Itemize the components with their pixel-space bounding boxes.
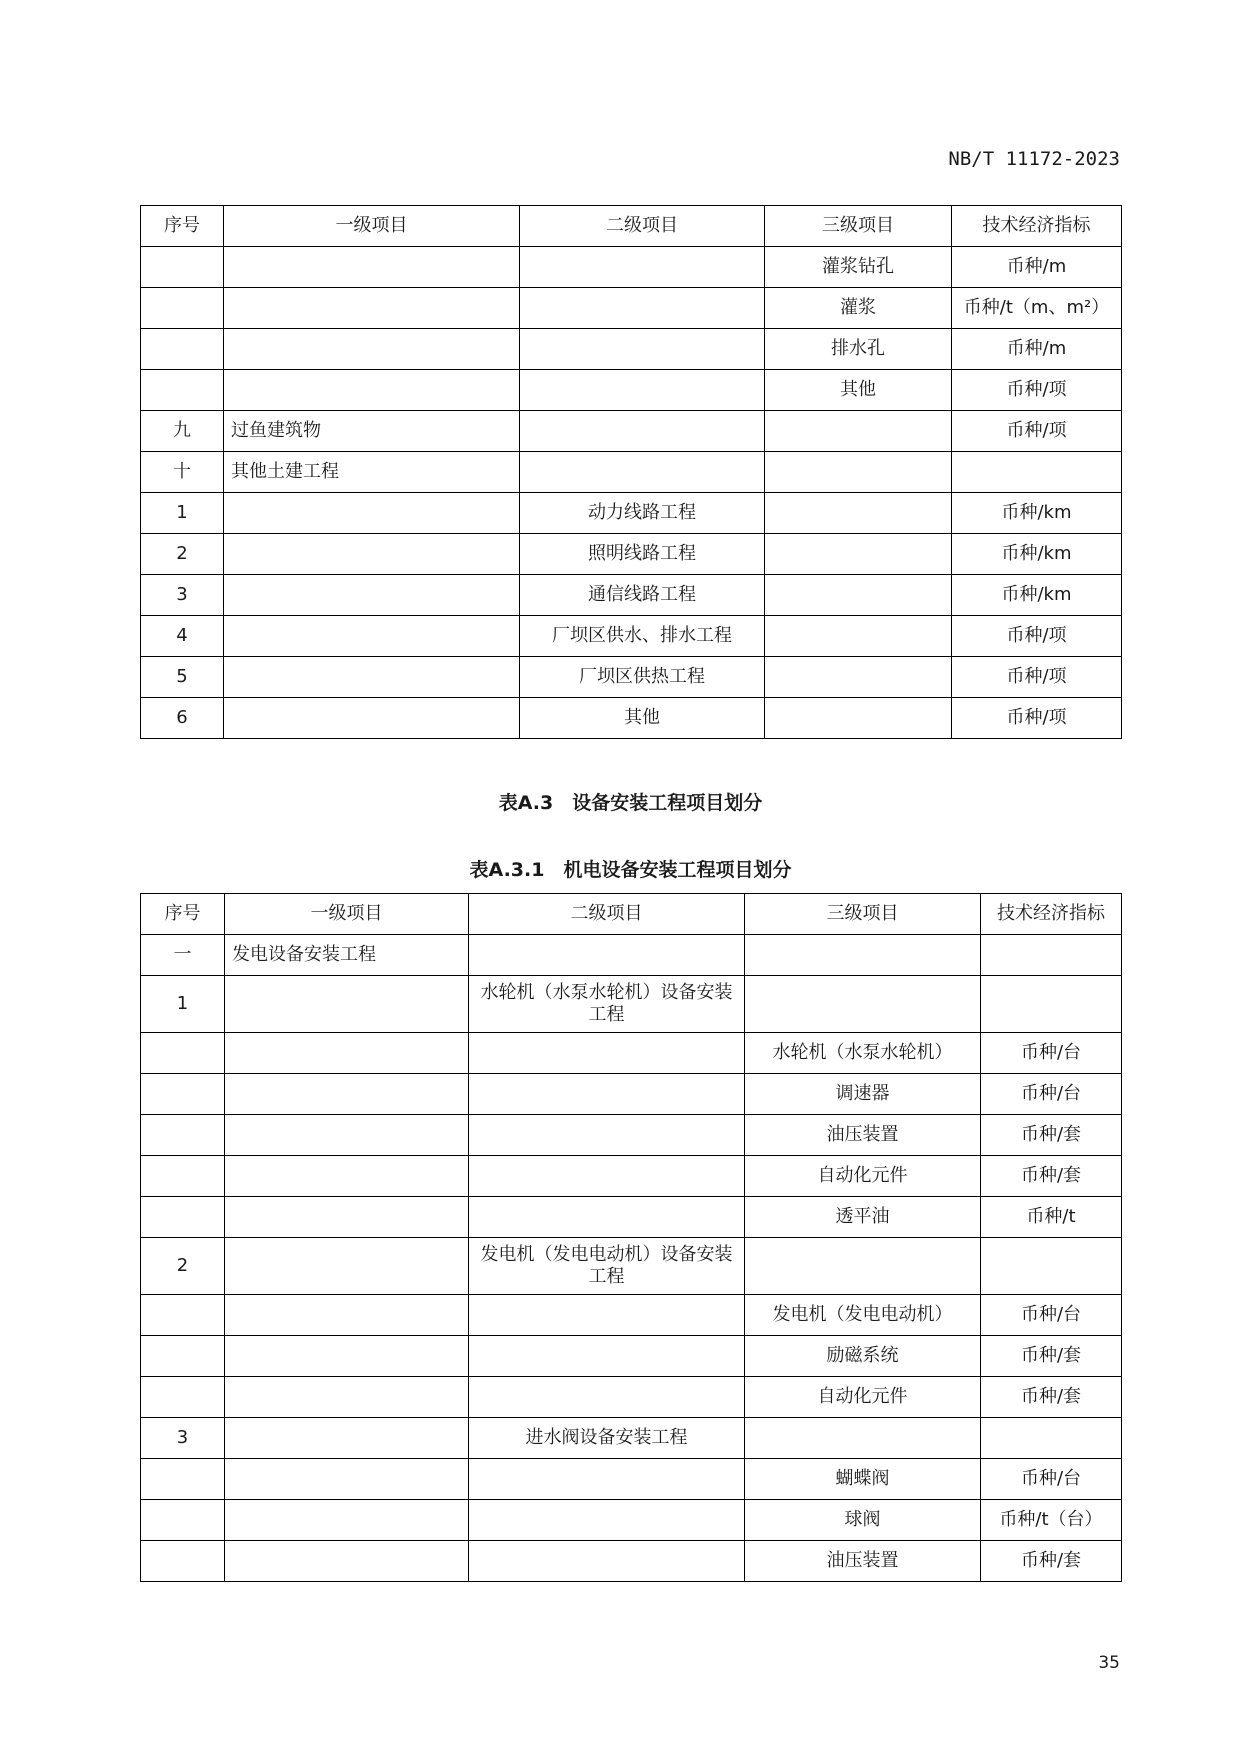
cell: 其他	[520, 698, 765, 739]
table-row	[141, 657, 1122, 698]
cell	[141, 1074, 225, 1115]
table-row	[141, 534, 1122, 575]
cell: 油压装置	[745, 1115, 981, 1156]
cell	[469, 1541, 745, 1582]
cell: 水轮机（水泵水轮机）设备安装工程	[469, 976, 745, 1033]
cell: 币种/套	[981, 1156, 1122, 1197]
cell: 币种/台	[981, 1074, 1122, 1115]
header-cell: 技术经济指标	[952, 206, 1122, 247]
cell: 十	[141, 452, 224, 493]
cell: 发电机（发电电动机）设备安装工程	[469, 1238, 745, 1295]
cell	[765, 493, 952, 534]
cell: 厂坝区供热工程	[520, 657, 765, 698]
cell: 油压装置	[745, 1541, 981, 1582]
header-cell: 技术经济指标	[981, 894, 1122, 935]
cell: 厂坝区供水、排水工程	[520, 616, 765, 657]
cell: 水轮机（水泵水轮机）	[745, 1033, 981, 1074]
cell	[141, 370, 224, 411]
table-row	[141, 1197, 1122, 1238]
cell: 灌浆钻孔	[765, 247, 952, 288]
cell: 币种/km	[952, 575, 1122, 616]
table-row	[141, 1156, 1122, 1197]
cell: 币种/t（台）	[981, 1500, 1122, 1541]
cell: 发电设备安装工程	[225, 935, 469, 976]
cell	[469, 1115, 745, 1156]
cell: 透平油	[745, 1197, 981, 1238]
table-row	[141, 452, 1122, 493]
table-a3-caption: 表A.3 设备安装工程项目划分	[498, 792, 763, 814]
cell	[224, 534, 520, 575]
cell	[141, 247, 224, 288]
cell: 币种/t（m、m²）	[952, 288, 1122, 329]
table-row	[141, 1033, 1122, 1074]
cell	[469, 1033, 745, 1074]
cell: 6	[141, 698, 224, 739]
table-header-row	[141, 894, 1122, 935]
cell: 2	[141, 1238, 225, 1295]
cell: 币种/项	[952, 657, 1122, 698]
cell: 发电机（发电电动机）	[745, 1295, 981, 1336]
cell	[224, 493, 520, 534]
cell: 1	[141, 976, 225, 1033]
cell: 灌浆	[765, 288, 952, 329]
table-row	[141, 493, 1122, 534]
cell: 币种/台	[981, 1033, 1122, 1074]
cell: 币种/项	[952, 370, 1122, 411]
cell	[225, 1238, 469, 1295]
table-row	[141, 247, 1122, 288]
cell	[952, 452, 1122, 493]
table-row	[141, 1459, 1122, 1500]
header-cell: 一级项目	[225, 894, 469, 935]
cell: 5	[141, 657, 224, 698]
cell	[224, 370, 520, 411]
cell: 币种/项	[952, 411, 1122, 452]
cell	[520, 411, 765, 452]
cell: 4	[141, 616, 224, 657]
table-a31-caption: 表A.3.1 机电设备安装工程项目划分	[469, 859, 792, 881]
cell: 过鱼建筑物	[224, 411, 520, 452]
cell	[520, 370, 765, 411]
header-cell: 三级项目	[765, 206, 952, 247]
table-row	[141, 935, 1122, 976]
cell	[225, 1377, 469, 1418]
cell: 币种/项	[952, 698, 1122, 739]
cell: 动力线路工程	[520, 493, 765, 534]
cell	[225, 1074, 469, 1115]
cell	[225, 1541, 469, 1582]
cell	[224, 247, 520, 288]
equipment-installation-table	[140, 893, 1122, 1582]
cell	[225, 1295, 469, 1336]
cell: 蝴蝶阀	[745, 1459, 981, 1500]
cell: 币种/台	[981, 1295, 1122, 1336]
cell	[225, 1418, 469, 1459]
cell	[141, 288, 224, 329]
cell	[225, 1115, 469, 1156]
cell	[225, 1336, 469, 1377]
cell	[141, 1459, 225, 1500]
cell: 2	[141, 534, 224, 575]
cell	[469, 1377, 745, 1418]
cell	[981, 1418, 1122, 1459]
table-row	[141, 1541, 1122, 1582]
cell	[225, 976, 469, 1033]
cell: 币种/套	[981, 1336, 1122, 1377]
table-row	[141, 698, 1122, 739]
cell	[765, 575, 952, 616]
cell	[765, 452, 952, 493]
cell: 进水阀设备安装工程	[469, 1418, 745, 1459]
cell	[141, 1115, 225, 1156]
cell	[745, 1418, 981, 1459]
page-number: 35	[1098, 1653, 1120, 1673]
table-row	[141, 1238, 1122, 1295]
cell	[141, 1500, 225, 1541]
cell: 其他	[765, 370, 952, 411]
cell	[224, 616, 520, 657]
cell	[224, 575, 520, 616]
cell	[225, 1500, 469, 1541]
cell	[765, 411, 952, 452]
header-cell: 一级项目	[224, 206, 520, 247]
cell	[225, 1197, 469, 1238]
cell	[765, 534, 952, 575]
cell: 币种/项	[952, 616, 1122, 657]
cell	[520, 288, 765, 329]
cell	[981, 935, 1122, 976]
table-header-row	[141, 206, 1122, 247]
cell: 排水孔	[765, 329, 952, 370]
cell: 币种/套	[981, 1541, 1122, 1582]
table-row	[141, 575, 1122, 616]
cell: 照明线路工程	[520, 534, 765, 575]
earthwork-items-table	[140, 205, 1122, 739]
cell	[520, 452, 765, 493]
header-cell: 序号	[141, 206, 224, 247]
cell: 币种/套	[981, 1115, 1122, 1156]
cell	[981, 1238, 1122, 1295]
cell	[224, 329, 520, 370]
standard-code: NB/T 11172-2023	[948, 148, 1120, 170]
table-row	[141, 1336, 1122, 1377]
cell	[981, 976, 1122, 1033]
table-row	[141, 1500, 1122, 1541]
cell: 其他土建工程	[224, 452, 520, 493]
cell: 3	[141, 1418, 225, 1459]
cell	[765, 616, 952, 657]
cell	[469, 1500, 745, 1541]
table-row	[141, 976, 1122, 1033]
table-row	[141, 411, 1122, 452]
cell: 币种/m	[952, 247, 1122, 288]
cell: 调速器	[745, 1074, 981, 1115]
cell: 励磁系统	[745, 1336, 981, 1377]
cell: 币种/套	[981, 1377, 1122, 1418]
cell	[141, 1541, 225, 1582]
cell: 通信线路工程	[520, 575, 765, 616]
header-cell: 序号	[141, 894, 225, 935]
cell	[141, 329, 224, 370]
header-cell: 三级项目	[745, 894, 981, 935]
cell: 一	[141, 935, 225, 976]
cell	[469, 1074, 745, 1115]
cell	[469, 1295, 745, 1336]
cell	[141, 1033, 225, 1074]
cell	[745, 1238, 981, 1295]
table-row	[141, 1418, 1122, 1459]
cell	[224, 288, 520, 329]
table-row	[141, 329, 1122, 370]
table-row	[141, 370, 1122, 411]
cell: 1	[141, 493, 224, 534]
cell	[469, 1156, 745, 1197]
cell	[745, 935, 981, 976]
table-row	[141, 1115, 1122, 1156]
cell: 自动化元件	[745, 1156, 981, 1197]
cell	[520, 329, 765, 370]
header-cell: 二级项目	[469, 894, 745, 935]
cell	[225, 1033, 469, 1074]
cell	[141, 1197, 225, 1238]
cell: 币种/m	[952, 329, 1122, 370]
table-row	[141, 1295, 1122, 1336]
cell	[141, 1377, 225, 1418]
table-row	[141, 1377, 1122, 1418]
cell	[225, 1459, 469, 1500]
cell	[469, 935, 745, 976]
table-row	[141, 288, 1122, 329]
cell	[520, 247, 765, 288]
cell	[745, 976, 981, 1033]
cell	[224, 657, 520, 698]
cell: 九	[141, 411, 224, 452]
cell	[469, 1336, 745, 1377]
cell: 币种/t	[981, 1197, 1122, 1238]
cell	[765, 698, 952, 739]
cell: 币种/km	[952, 534, 1122, 575]
cell	[469, 1197, 745, 1238]
cell: 币种/台	[981, 1459, 1122, 1500]
header-cell: 二级项目	[520, 206, 765, 247]
cell	[765, 657, 952, 698]
cell	[141, 1295, 225, 1336]
cell: 自动化元件	[745, 1377, 981, 1418]
cell	[469, 1459, 745, 1500]
cell	[224, 698, 520, 739]
table-row	[141, 616, 1122, 657]
cell: 球阀	[745, 1500, 981, 1541]
cell: 3	[141, 575, 224, 616]
cell	[141, 1156, 225, 1197]
cell	[225, 1156, 469, 1197]
cell: 币种/km	[952, 493, 1122, 534]
cell	[141, 1336, 225, 1377]
table-row	[141, 1074, 1122, 1115]
